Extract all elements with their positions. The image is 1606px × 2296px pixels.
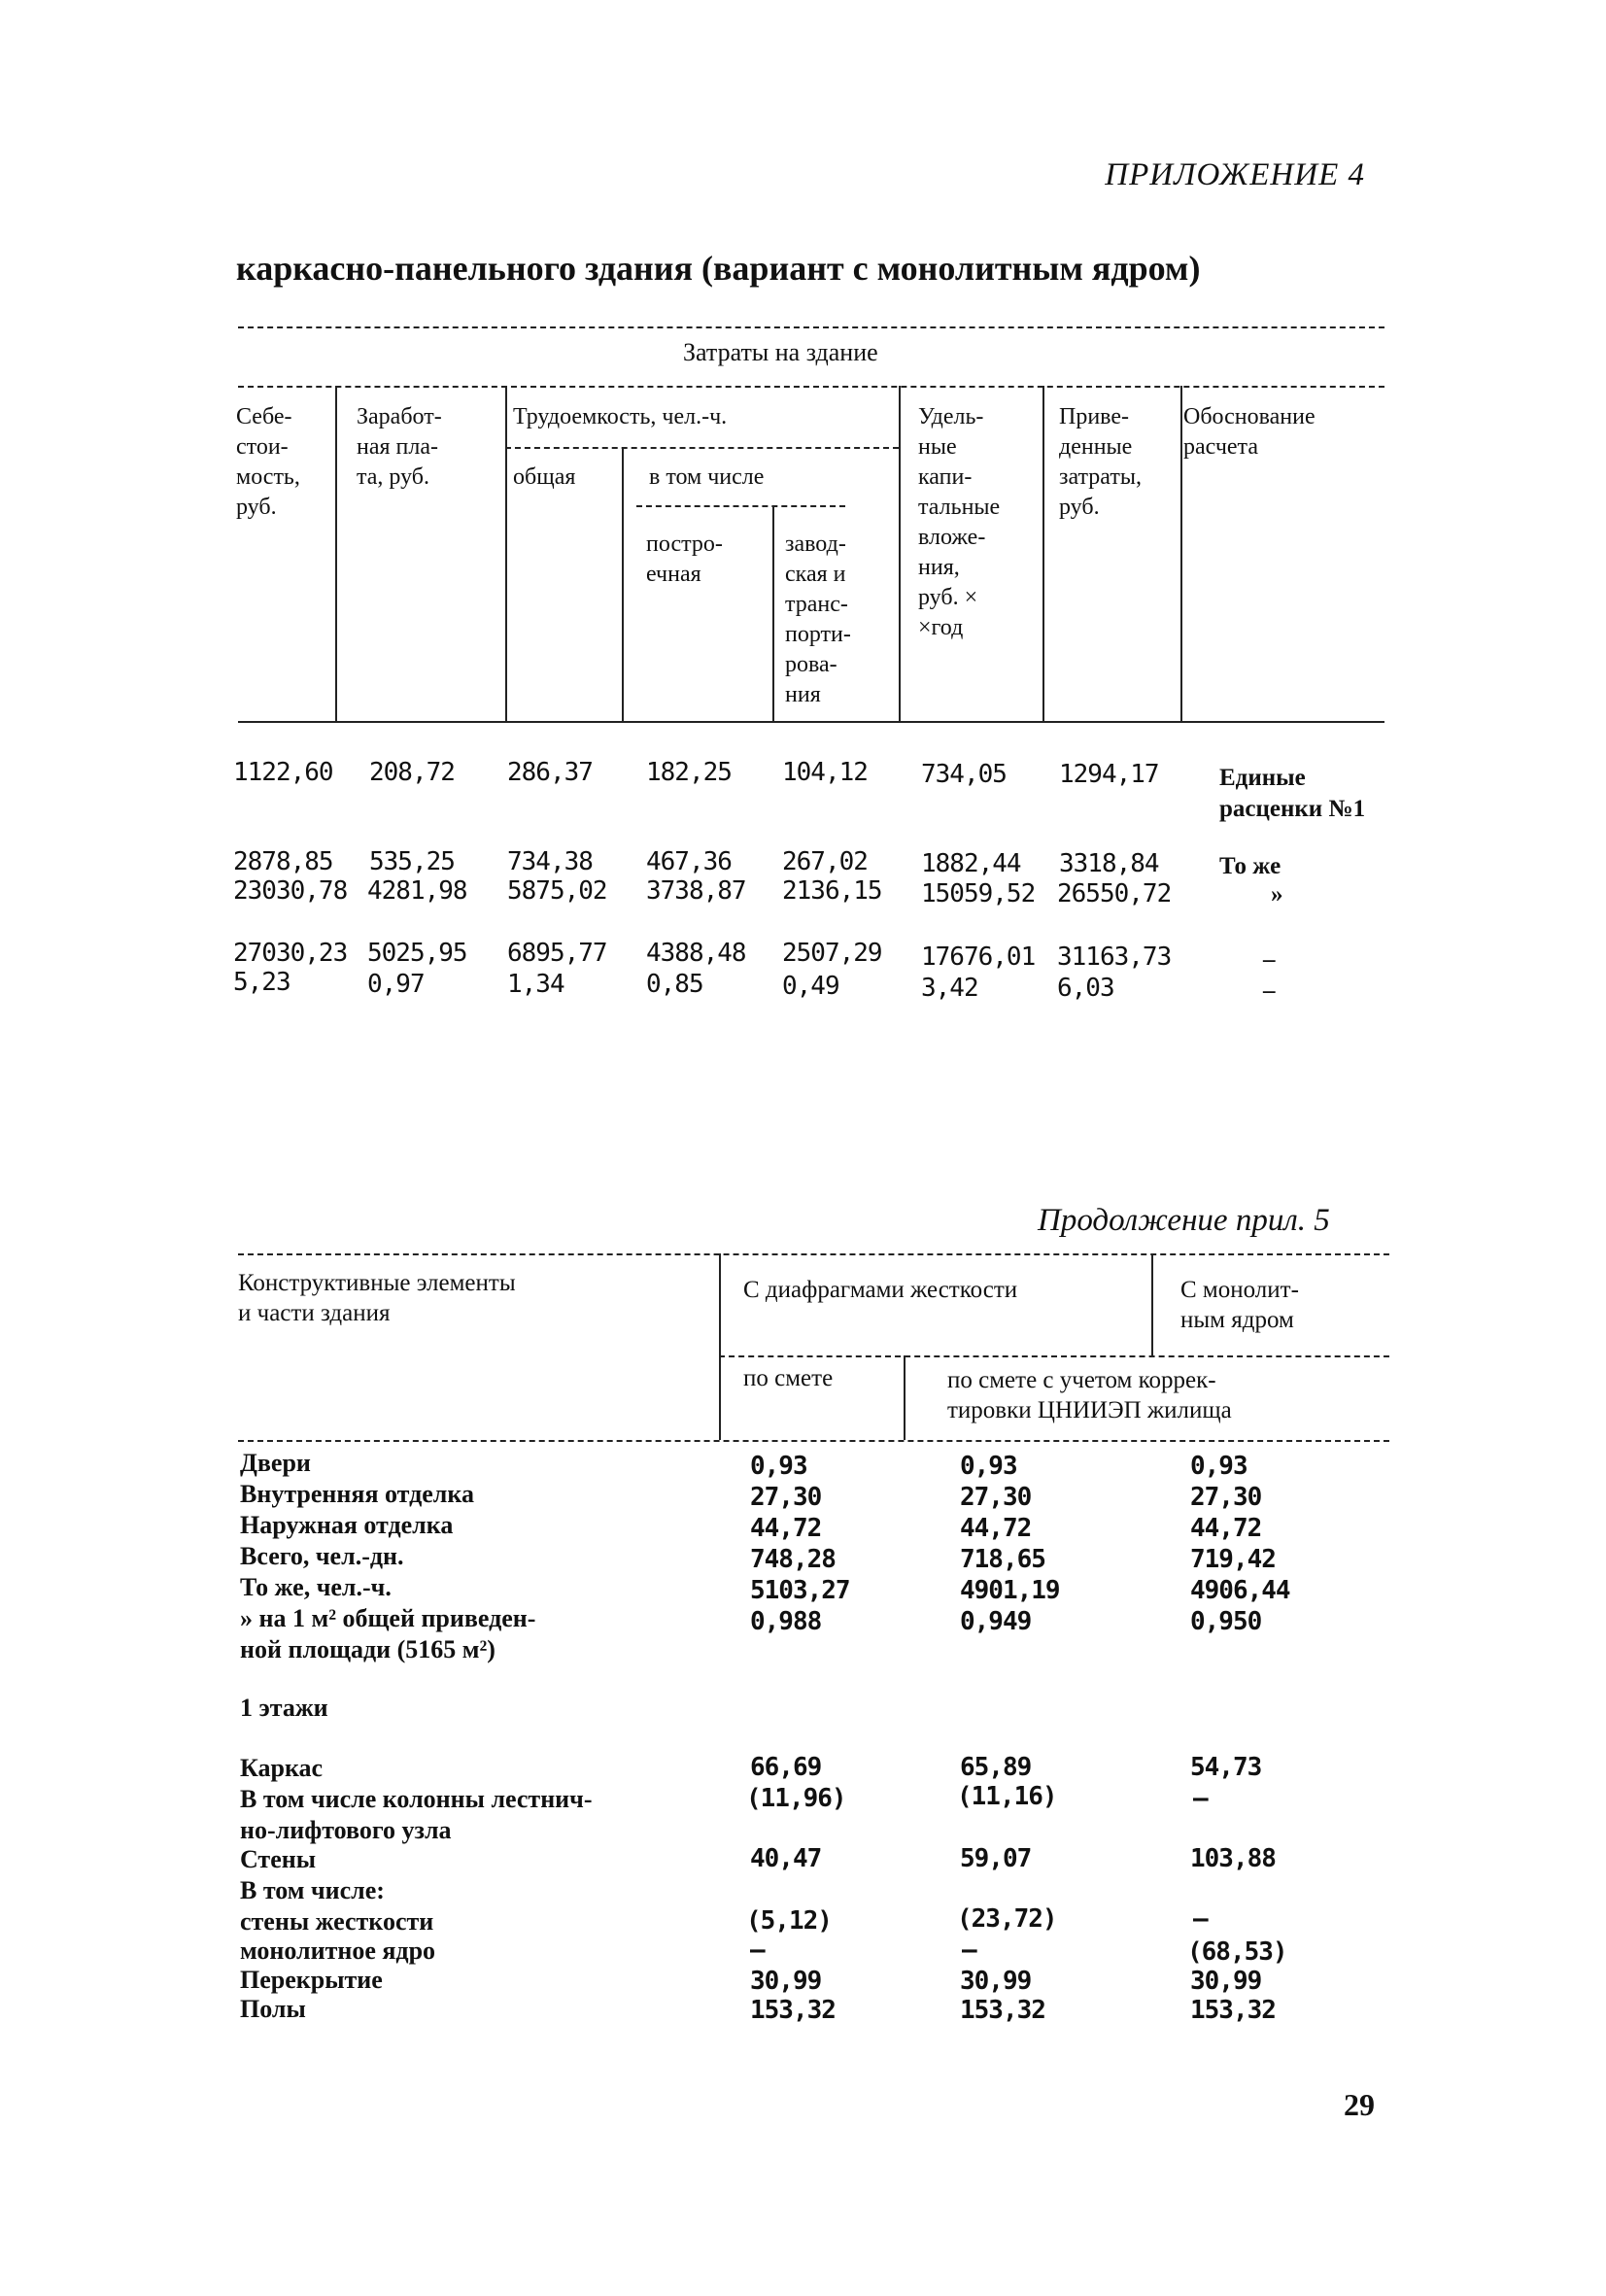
row-label: стены жесткости [240, 1907, 434, 1936]
continuation-label: Продолжение прил. 5 [1038, 1203, 1330, 1238]
cell: 4388,48 [646, 939, 746, 968]
basis-note: Единые расценки №1 [1219, 765, 1366, 822]
header-reduced: Приве- денные затраты, руб. [1059, 404, 1142, 520]
col-divider [904, 1355, 906, 1440]
header-basis: Обоснование расчета [1183, 404, 1316, 460]
cell: 6,03 [1057, 974, 1114, 1003]
header-labor: Трудоемкость, чел.-ч. [513, 404, 728, 429]
cell: 27,30 [1190, 1483, 1262, 1512]
cell: 153,32 [1190, 1996, 1276, 2025]
cell: 5025,95 [367, 939, 467, 968]
cell: 1122,60 [233, 758, 333, 787]
header-labor-build: постро- ечная [646, 531, 723, 587]
cell: 4901,19 [960, 1576, 1060, 1605]
cell: 5,23 [233, 968, 290, 997]
cell: 0,93 [750, 1452, 807, 1481]
cell: 0,97 [367, 970, 425, 999]
cell: 31163,73 [1057, 942, 1172, 972]
row-label: Двери [240, 1449, 311, 1477]
cell: 153,32 [960, 1996, 1045, 2025]
header-diaphragm: С диафрагмами жесткости [743, 1277, 1018, 1303]
cell: (68,53) [1187, 1937, 1287, 1967]
cell: 30,99 [750, 1967, 822, 1996]
col-divider [1151, 1253, 1153, 1355]
cell: 182,25 [646, 758, 732, 787]
header-by-estimate-corrected: по смете с учетом коррек- тировки ЦНИИЭП жилища [947, 1367, 1232, 1423]
col-divider [719, 1253, 721, 1440]
table2-header-bottom-rule [238, 1440, 1389, 1442]
basis-note: » [1271, 881, 1283, 908]
cell: 44,72 [960, 1514, 1032, 1543]
row-label: Каркас [240, 1754, 324, 1782]
page-number: 29 [1344, 2087, 1375, 2122]
cell: 718,65 [960, 1545, 1045, 1574]
cell: 104,12 [782, 758, 868, 787]
basis-note: – [1263, 946, 1276, 973]
header-labor-factory: завод- ская и транс- порти- рова- ния [785, 531, 851, 707]
cell: – [750, 1936, 765, 1965]
cell: – [1193, 1784, 1208, 1813]
row-label: » на 1 м² общей приведен- ной площади (5165 м²) [240, 1604, 536, 1663]
cell: 15059,52 [921, 879, 1036, 908]
col-divider [1042, 386, 1044, 721]
labor-sub-rule [505, 447, 899, 449]
table1-group-header: Затраты на здание [683, 338, 878, 366]
cell: 0,988 [750, 1607, 822, 1636]
cell: 27,30 [960, 1483, 1032, 1512]
basis-note: – [1263, 977, 1276, 1004]
cell: 734,38 [507, 847, 593, 876]
cell: 5875,02 [507, 876, 607, 906]
row-label: Наружная отделка [240, 1511, 454, 1539]
cell: (5,12) [746, 1906, 832, 1936]
cell: 59,07 [960, 1844, 1032, 1873]
col-divider [899, 386, 901, 721]
cell: 30,99 [1190, 1967, 1262, 1996]
cell: (23,72) [957, 1904, 1057, 1934]
section-heading: 1 этажи [240, 1694, 328, 1722]
cell: 4906,44 [1190, 1576, 1290, 1605]
cell: 103,88 [1190, 1844, 1276, 1873]
row-label: В том числе: [240, 1876, 385, 1904]
cell: 0,93 [1190, 1452, 1247, 1481]
cell: 734,05 [921, 760, 1007, 789]
header-monolith: С монолит- ным ядром [1180, 1277, 1299, 1333]
cell: 267,02 [782, 847, 868, 876]
cell: 44,72 [750, 1514, 822, 1543]
cell: (11,96) [746, 1784, 846, 1813]
row-label: монолитное ядро [240, 1936, 436, 1965]
cell: 208,72 [369, 758, 455, 787]
cell: 0,950 [1190, 1607, 1262, 1636]
cell: 0,949 [960, 1607, 1032, 1636]
col-divider [335, 386, 337, 721]
table2-top-rule [238, 1253, 1389, 1255]
row-label: Внутренняя отделка [240, 1480, 474, 1508]
row-label: Стены [240, 1845, 317, 1873]
cell: 748,28 [750, 1545, 836, 1574]
labor-incl-rule [636, 505, 845, 507]
cell: 719,42 [1190, 1545, 1276, 1574]
cell: 17676,01 [921, 942, 1036, 972]
header-cost: Себе- стои- мость, руб. [236, 404, 300, 520]
cell: 2136,15 [782, 876, 882, 906]
cell: 30,99 [960, 1967, 1032, 1996]
cell: 66,69 [750, 1753, 822, 1782]
cell: 6895,77 [507, 939, 607, 968]
cell: 23030,78 [233, 876, 348, 906]
col-divider [622, 447, 624, 721]
cell: 286,37 [507, 758, 593, 787]
cell: 1882,44 [921, 849, 1021, 878]
table2-sub-rule [719, 1355, 1389, 1357]
header-wage: Заработ- ная пла- та, руб. [357, 404, 442, 490]
appendix-label: ПРИЛОЖЕНИЕ 4 [1105, 157, 1365, 192]
cell: 0,49 [782, 972, 839, 1001]
cell: – [962, 1936, 976, 1965]
cell: 2878,85 [233, 847, 333, 876]
header-elements: Конструктивные элементы и части здания [238, 1270, 516, 1326]
cell: 27,30 [750, 1483, 822, 1512]
cell: 2507,29 [782, 939, 882, 968]
cell: 3738,87 [646, 876, 746, 906]
cell: 54,73 [1190, 1753, 1262, 1782]
row-label: Всего, чел.-дн. [240, 1542, 404, 1570]
cell: 44,72 [1190, 1514, 1262, 1543]
header-by-estimate: по смете [743, 1365, 834, 1391]
page-title: каркасно-панельного здания (вариант с монолитным ядром) [236, 249, 1201, 288]
col-divider [505, 386, 507, 721]
col-divider [1180, 386, 1182, 721]
cell: – [1193, 1904, 1208, 1934]
row-label: Полы [240, 1995, 306, 2023]
header-labor-total: общая [513, 464, 576, 490]
cell: 65,89 [960, 1753, 1032, 1782]
row-label: Перекрытие [240, 1966, 383, 1994]
cell: 3318,84 [1059, 849, 1159, 878]
cell: 1294,17 [1059, 760, 1159, 789]
header-capital: Удель- ные капи- тальные вложе- ния, руб. × ×год [918, 404, 1001, 640]
cell: 1,34 [507, 970, 564, 999]
cell: 0,93 [960, 1452, 1017, 1481]
col-divider [772, 505, 774, 721]
table1-header-bottom-rule [238, 721, 1384, 723]
cell: 40,47 [750, 1844, 822, 1873]
cell: 5103,27 [750, 1576, 850, 1605]
table1-top-rule [238, 326, 1384, 328]
cell: 26550,72 [1057, 879, 1172, 908]
table1-group-rule [238, 386, 1384, 388]
cell: 535,25 [369, 847, 455, 876]
cell: 4281,98 [367, 876, 467, 906]
cell: 0,85 [646, 970, 703, 999]
cell: 3,42 [921, 974, 978, 1003]
cell: (11,16) [957, 1782, 1057, 1811]
row-label: То же, чел.-ч. [240, 1573, 392, 1601]
cell: 467,36 [646, 847, 732, 876]
row-label: В том числе колонны лестнич- но-лифтового узла [240, 1785, 593, 1844]
cell: 27030,23 [233, 939, 348, 968]
cell: 153,32 [750, 1996, 836, 2025]
header-labor-incl: в том числе [649, 464, 765, 490]
basis-note: То же [1219, 853, 1281, 879]
